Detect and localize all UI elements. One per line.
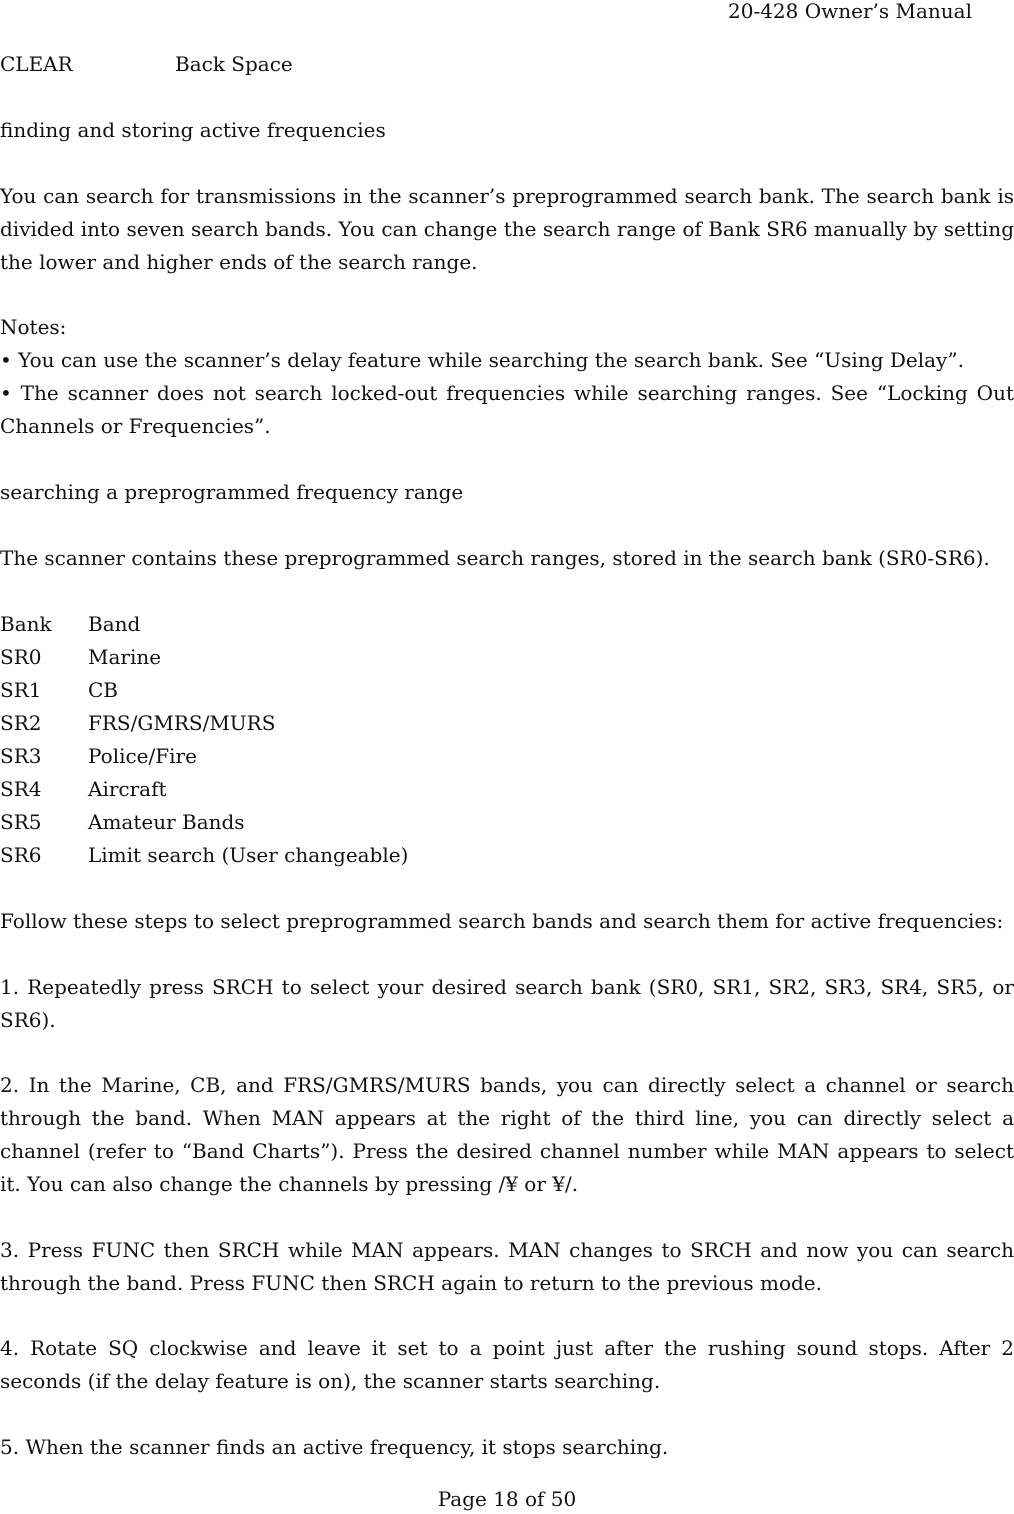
notes-label: Notes: [0,315,67,339]
band-column-header: Band [88,612,141,636]
manual-title: 20-428 Owner’s Manual [728,0,972,23]
steps-intro: Follow these steps to select preprogrammed search bands and search them for active frequencies: [0,909,1004,933]
bank-id: SR0 [0,645,42,669]
band-name: Limit search (User changeable) [88,843,409,867]
step-1: 1. Repeatedly press SRCH to select your desired search bank (SR0, SR1, SR2, SR3, SR4, SR5, or SR6). [0,975,1014,1032]
table-row [0,773,167,806]
table-row [0,707,276,740]
band-name: Marine [88,645,162,669]
clear-key-label: CLEAR [0,52,73,76]
step-2: 2. In the Marine, CB, and FRS/GMRS/MURS bands, you can directly select a channel or search through the band. When MAN appears at the right of the third line, you can directly select a channel (refer to “Band Charts”). Press the desired channel number while MAN appears to select it. You can also change the channels by pressing /¥ or ¥/. [0,1073,1014,1196]
step-3: 3. Press FUNC then SRCH while MAN appears. MAN changes to SRCH and now you can search through the band. Press FUNC then SRCH again to return to the previous mode. [0,1238,1014,1295]
intro-paragraph: You can search for transmissions in the scanner’s preprogrammed search bank. The search bank is divided into seven search bands. You can change the search range of Bank SR6 manually by setting the lower and higher ends of the search range. [0,184,1014,274]
table-row [0,641,162,674]
bank-column-header: Bank [0,612,52,636]
bank-id: SR2 [0,711,42,735]
section-heading-searching: searching a preprogrammed frequency range [0,480,464,504]
band-name: FRS/GMRS/MURS [88,711,276,735]
bank-id: SR5 [0,810,42,834]
bank-id: SR3 [0,744,42,768]
bank-id: SR6 [0,843,42,867]
table-row [0,740,197,773]
bank-table-header [0,608,141,641]
page-number: Page 18 of 50 [437,1487,577,1511]
section-heading-finding: finding and storing active frequencies [0,118,386,142]
backspace-key-label: Back Space [175,52,293,76]
band-name: Police/Fire [88,744,197,768]
note-delay: • You can use the scanner’s delay feature while searching the search bank. See “Using Delay”. [0,348,964,372]
band-name: CB [88,678,118,702]
table-row [0,806,245,839]
bank-id: SR1 [0,678,42,702]
search-ranges-intro: The scanner contains these preprogrammed search ranges, stored in the search bank (SR0-SR6). [0,546,990,570]
band-name: Aircraft [88,777,167,801]
band-name: Amateur Bands [88,810,245,834]
bank-id: SR4 [0,777,42,801]
table-row [0,839,409,872]
table-row [0,674,118,707]
step-4: 4. Rotate SQ clockwise and leave it set to a point just after the rushing sound stops. After 2 seconds (if the delay feature is on), the scanner starts searching. [0,1336,1014,1393]
step-5: 5. When the scanner finds an active frequency, it stops searching. [0,1435,669,1459]
note-lockout: • The scanner does not search locked-out frequencies while searching ranges. See “Locking Out Channels or Frequencies”. [0,381,1014,438]
